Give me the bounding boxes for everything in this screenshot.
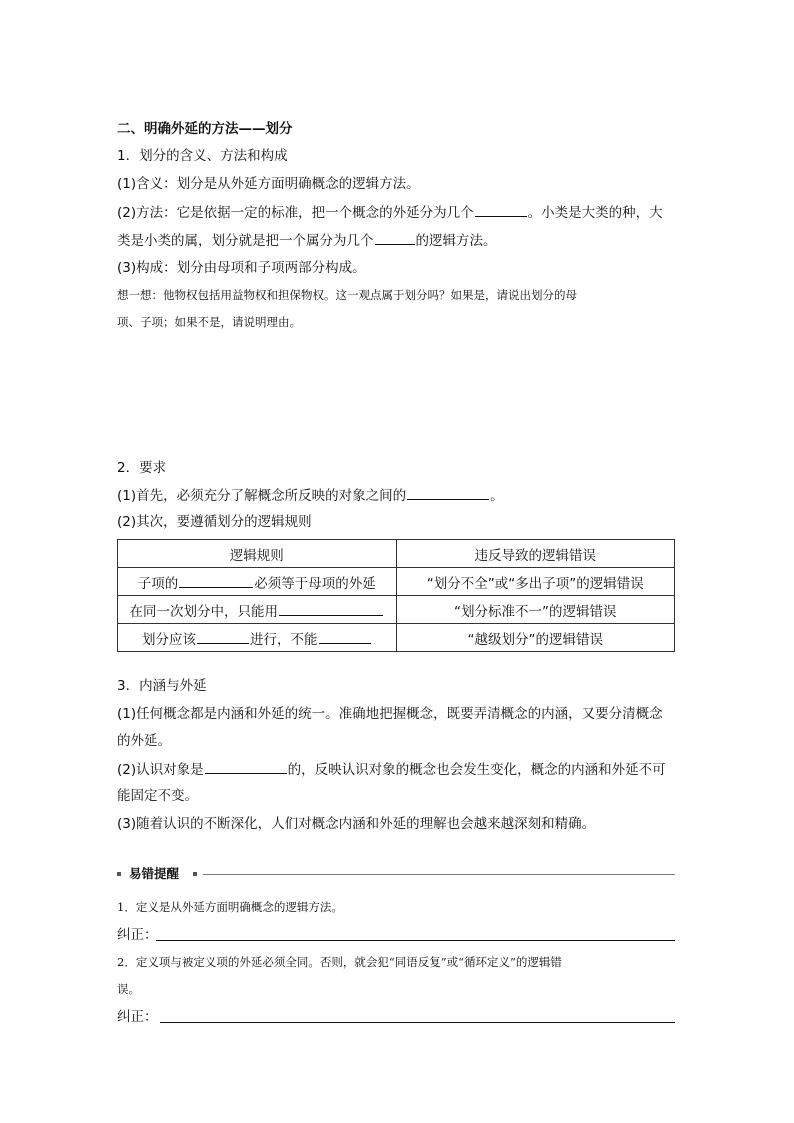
divider — [203, 874, 675, 875]
p3-item3: (3)随着认识的不断深化，人们对概念内涵和外延的理解也会越来越深刻和精确。 — [117, 816, 596, 832]
table-cell-error: “越级划分”的逻辑错误 — [396, 624, 675, 652]
answer-blank[interactable] — [279, 601, 383, 616]
think-question-line2: 项、子项；如果不是，请说明理由。 — [117, 315, 301, 329]
tip-1-fix-line[interactable] — [156, 940, 675, 941]
cell-text: 必须等于母项的外延 — [254, 575, 376, 592]
p3-item2-line1 — [117, 759, 666, 780]
table-cell-error: “划分标准不一”的逻辑错误 — [396, 596, 675, 624]
p1-method-line2 — [117, 230, 497, 251]
p1-method-line1 — [117, 202, 663, 223]
cell-text: 在同一次划分中，只能用 — [129, 603, 278, 620]
answer-blank[interactable] — [475, 202, 527, 217]
bullet-square-icon — [117, 872, 121, 876]
answer-blank[interactable] — [179, 573, 253, 588]
think-question-line1: 想一想：他物权包括用益物权和担保物权。这一观点属于划分吗？如果是，请说出划分的母 — [117, 288, 577, 302]
p1-method-text-d: 的逻辑方法。 — [415, 233, 497, 249]
answer-blank[interactable] — [319, 629, 371, 644]
p1-method-text-c: 类是小类的属，划分就是把一个属分为几个 — [117, 233, 374, 249]
p3-item1-line2: 的外延。 — [117, 733, 171, 749]
table-cell-rule — [118, 596, 397, 624]
p1-method-text-a: (2)方法：它是依据一定的标准，把一个概念的外延分为几个 — [117, 205, 474, 221]
table-header-error: 违反导致的逻辑错误 — [396, 540, 675, 568]
p1-structure: (3)构成：划分由母项和子项两部分构成。 — [117, 260, 366, 276]
tip-item-2-line2: 误。 — [117, 982, 140, 996]
cell-text: 进行，不能 — [250, 631, 318, 648]
table-cell-rule — [118, 624, 397, 652]
p3-item2-line2: 能固定不变。 — [117, 788, 198, 804]
p3-heading: 3．内涵与外延 — [117, 678, 207, 694]
bullet-square-icon — [193, 872, 197, 876]
p2-second: (2)其次，要遵循划分的逻辑规则 — [117, 514, 312, 530]
table-row — [118, 568, 675, 596]
p2-first-text-a: (1)首先，必须充分了解概念所反映的对象之间的 — [117, 488, 407, 504]
p1-meaning: (1)含义：划分是从外延方面明确概念的逻辑方法。 — [117, 176, 420, 192]
p2-first-text-b: 。 — [490, 488, 504, 504]
answer-blank[interactable] — [407, 485, 489, 500]
table-header-rule: 逻辑规则 — [118, 540, 397, 568]
tip-1-fix-label: 纠正： — [117, 927, 158, 943]
tip-2-fix-label: 纠正： — [117, 1009, 158, 1025]
table-header-row — [118, 540, 675, 568]
table-row — [118, 624, 675, 652]
p3-item2-text-b: 的，反映认识对象的概念也会发生变化，概念的内涵和外延不可 — [287, 762, 666, 778]
logic-rules-table — [117, 539, 675, 652]
p1-heading: 1．划分的含义、方法和构成 — [117, 148, 288, 164]
table-cell-rule — [118, 568, 397, 596]
answer-blank[interactable] — [197, 629, 249, 644]
error-tips-label: 易错提醒 — [129, 866, 180, 881]
p1-method-text-b: 。小类是大类的种，大 — [527, 205, 663, 221]
table-row — [118, 596, 675, 624]
tip-item-2-line1: 2．定义项与被定义项的外延必须全同。否则，就会犯“同语反复”或“循环定义”的逻辑错 — [117, 955, 562, 969]
table-cell-error: “划分不全”或“多出子项”的逻辑错误 — [396, 568, 675, 596]
answer-blank[interactable] — [375, 230, 415, 245]
tip-2-fix-line[interactable] — [160, 1022, 675, 1023]
p3-item1-line1: (1)任何概念都是内涵和外延的统一。准确地把握概念，既要弄清概念的内涵，又要分清概念 — [117, 706, 663, 722]
section-title: 二、明确外延的方法——划分 — [117, 121, 293, 137]
tip-item-1: 1．定义是从外延方面明确概念的逻辑方法。 — [117, 900, 343, 914]
p2-heading: 2．要求 — [117, 460, 167, 476]
p2-first — [117, 485, 504, 506]
error-tips-header — [117, 864, 675, 884]
cell-text: 划分应该 — [142, 631, 196, 648]
cell-text: 子项的 — [137, 575, 179, 592]
answer-blank[interactable] — [205, 759, 287, 774]
p3-item2-text-a: (2)认识对象是 — [117, 762, 204, 778]
